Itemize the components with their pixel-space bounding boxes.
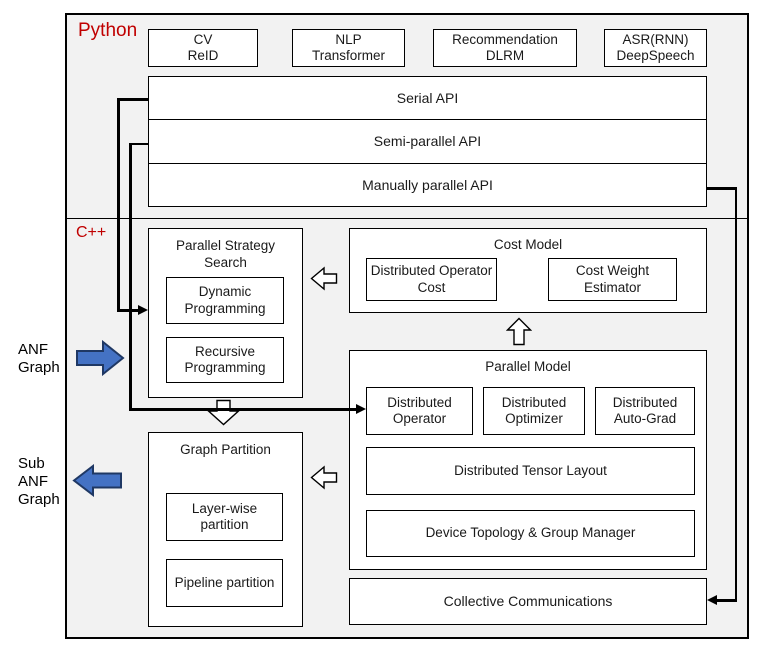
app-box-nlp-transformer (292, 29, 405, 67)
cost-weight-estimator-box: Cost Weight Estimator (548, 258, 677, 301)
python-cpp-divider (65, 218, 749, 219)
semi-api-connector-h2 (129, 408, 357, 411)
manual-api-connector-h2 (716, 599, 737, 602)
app-box-asr-deepspeech (604, 29, 707, 67)
semi-parallel-api-bar: Semi-parallel API (149, 119, 706, 162)
parallel-strategy-search-title: Parallel Strategy Search (175, 238, 276, 270)
anf-graph-in-arrow-icon (76, 340, 125, 376)
cpp-section-label: C++ (76, 224, 107, 241)
app-box-recommendation-dlrm (433, 29, 577, 67)
model-to-cost-arrow-icon (506, 317, 532, 346)
sub-anf-graph-label-line: Graph (18, 491, 60, 508)
manual-api-connector-v (735, 187, 738, 601)
device-topology-group-manager-box: Device Topology & Group Manager (366, 510, 695, 557)
graph-partition-title: Graph Partition (180, 442, 271, 457)
app-box-line: DLRM (485, 48, 525, 63)
distributed-operator-cost-box: Distributed Operator Cost (366, 258, 497, 301)
pipeline-partition-box: Pipeline partition (166, 559, 283, 607)
manual-api-arrowhead-icon (707, 595, 717, 605)
distributed-auto-grad-box: Distributed Auto-Grad (595, 387, 695, 435)
cost-to-strategy-arrow-icon (310, 266, 338, 291)
python-section-label: Python (78, 20, 138, 41)
anf-graph-label-line: Graph (18, 359, 60, 376)
api-bar-stack (148, 76, 707, 207)
app-box-line: Transformer (311, 48, 385, 63)
sub-anf-graph-label (18, 455, 60, 509)
sub-anf-graph-label-line: Sub (18, 455, 45, 472)
app-box-line: ASR(RNN) (622, 31, 689, 47)
strategy-to-partition-arrow-icon (207, 399, 240, 426)
distributed-tensor-layout-box: Distributed Tensor Layout (366, 447, 695, 495)
model-to-partition-arrow-icon (310, 464, 338, 491)
sub-anf-graph-label-line: ANF (18, 473, 48, 490)
serial-api-connector-v (117, 98, 120, 311)
app-box-line: Recommendation (452, 31, 558, 47)
semi-api-connector-v (129, 143, 132, 411)
app-box-line: NLP (335, 31, 362, 47)
layer-wise-partition-box: Layer-wise partition (166, 493, 283, 541)
serial-api-bar: Serial API (396, 90, 459, 107)
serial-api-arrowhead-icon (138, 305, 148, 315)
manual-api-connector-h1 (707, 187, 737, 190)
dynamic-programming-box: Dynamic Programming (166, 277, 284, 324)
serial-api-connector-h1 (117, 98, 148, 101)
cost-model-title: Cost Model (493, 237, 563, 252)
sub-anf-graph-out-arrow-icon (72, 464, 123, 497)
anf-graph-label (18, 341, 60, 377)
parallel-model-title: Parallel Model (485, 359, 571, 374)
app-box-line: DeepSpeech (616, 48, 695, 63)
manually-parallel-api-bar: Manually parallel API (149, 163, 706, 206)
distributed-optimizer-box: Distributed Optimizer (483, 387, 585, 435)
anf-graph-label-line: ANF (18, 341, 48, 358)
semi-api-connector-h1 (129, 143, 148, 146)
app-box-cv-reid (148, 29, 258, 67)
semi-api-arrowhead-icon (356, 404, 366, 414)
app-box-line: CV (193, 31, 213, 47)
recursive-programming-box: Recursive Programming (166, 337, 284, 383)
collective-communications-bar: Collective Communications (349, 578, 707, 625)
app-box-line: ReID (187, 48, 219, 63)
distributed-operator-box: Distributed Operator (366, 387, 473, 435)
